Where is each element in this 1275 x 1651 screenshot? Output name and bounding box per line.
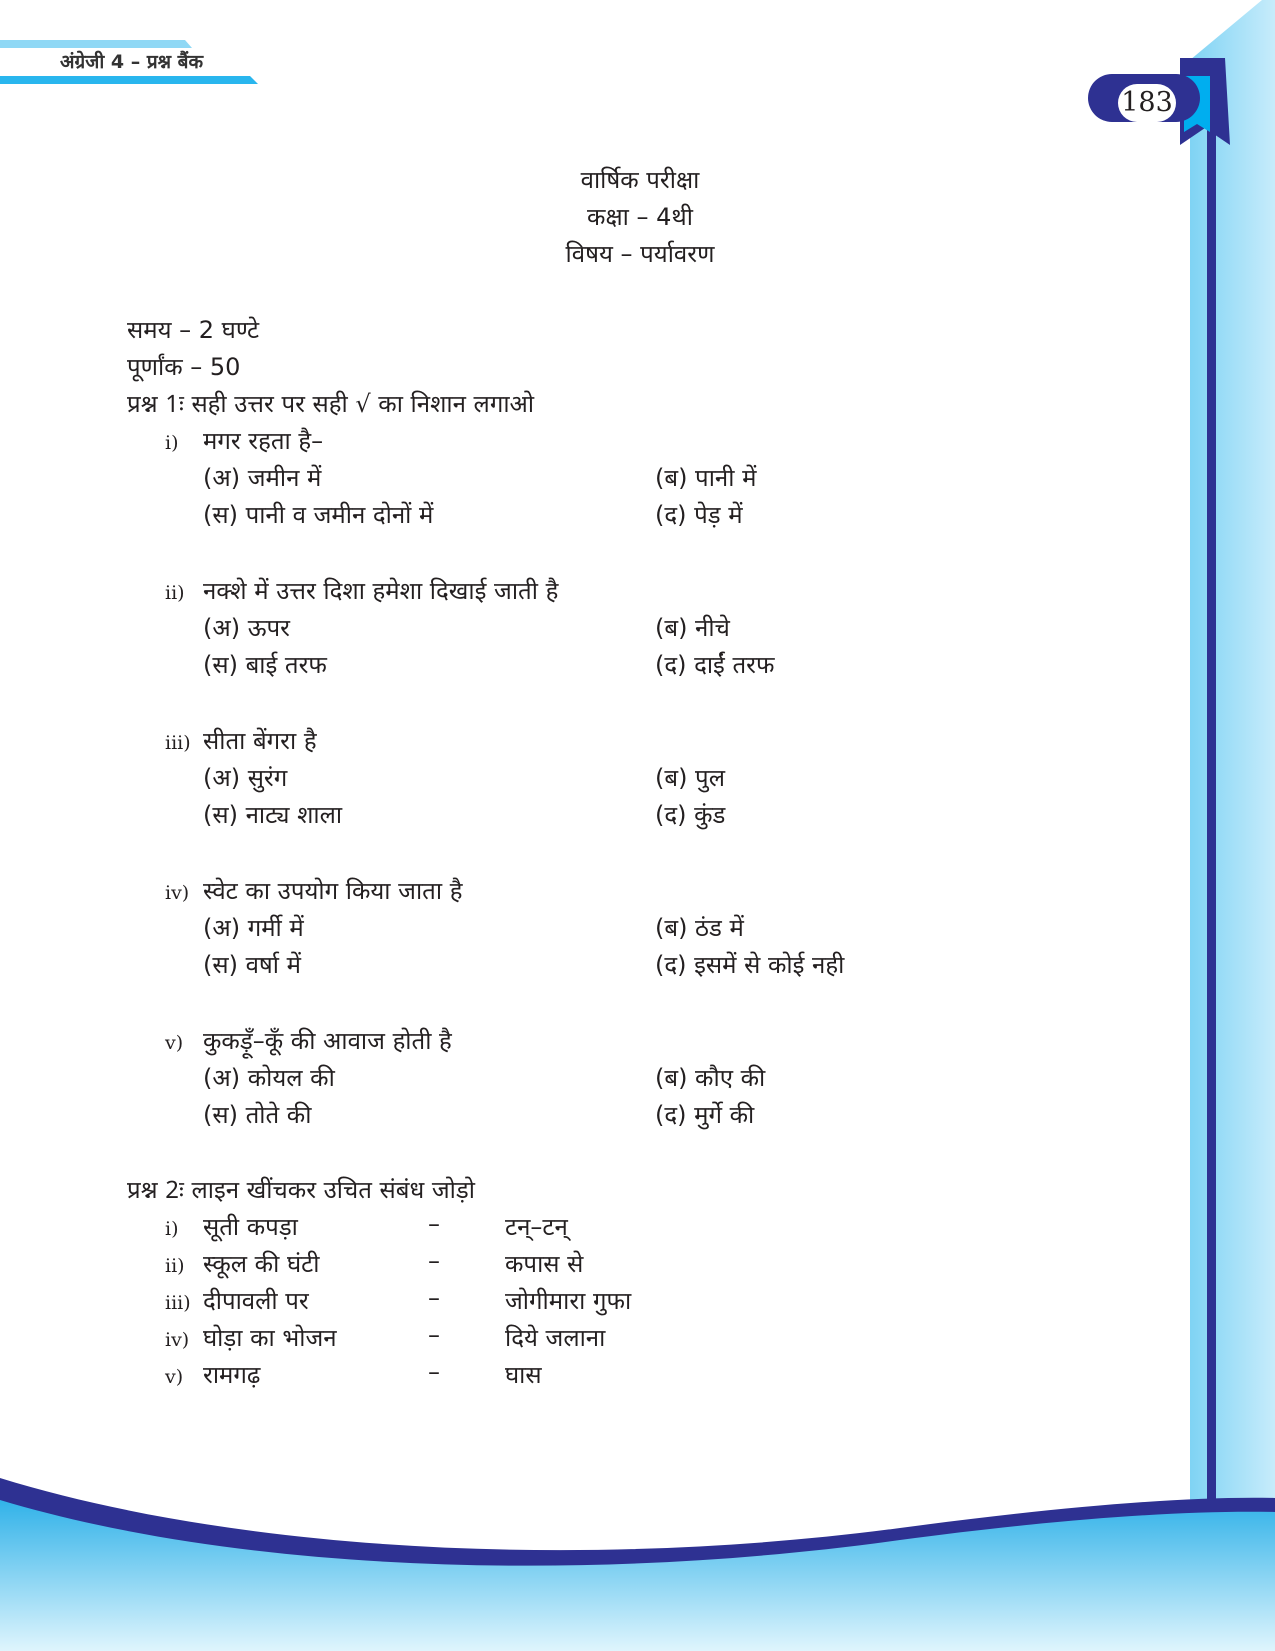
- q1-item: [165, 1024, 452, 1057]
- q1-item-text: नक्शे में उत्तर दिशा हमेशा दिखाई जाती है: [203, 577, 559, 605]
- match-dash: –: [428, 1284, 440, 1312]
- match-right: टन्–टन्: [505, 1213, 568, 1241]
- q1-option-b: (ब) पुल: [655, 764, 725, 792]
- exam-max-marks: पूर्णांक – 50: [127, 353, 241, 381]
- match-right: कपास से: [505, 1250, 584, 1278]
- q1-item-number: i): [165, 432, 179, 454]
- q1-item-text: मगर रहता है–: [203, 427, 324, 455]
- q1-option-b: (ब) कौए की: [655, 1064, 766, 1092]
- q1-option-a: (अ) सुरंग: [203, 764, 288, 792]
- question-1-title: प्रश्न 1ः सही उत्तर पर सही √ का निशान लगाओ: [127, 390, 535, 418]
- q1-option-b: (ब) नीचे: [655, 614, 730, 642]
- match-dash: –: [428, 1210, 440, 1238]
- q1-item-number: iv): [165, 882, 190, 904]
- q1-item-number: v): [165, 1032, 184, 1054]
- q1-item-number: iii): [165, 732, 191, 754]
- match-dash: –: [428, 1358, 440, 1386]
- q1-item: [165, 724, 317, 757]
- match-left: i) सूती कपड़ा: [165, 1213, 298, 1241]
- match-dash: –: [428, 1247, 440, 1275]
- q1-option-d: (द) पेड़ में: [655, 501, 743, 529]
- q1-item-text: कुकड़ूँ–कूँ की आवाज होती है: [203, 1027, 452, 1055]
- q1-option-c: (स) नाट्य शाला: [203, 801, 343, 829]
- match-left: v) रामगढ़: [165, 1361, 261, 1389]
- q1-option-c: (स) तोते की: [203, 1101, 312, 1129]
- q1-option-d: (द) कुंड: [655, 801, 726, 829]
- q1-option-a: (अ) गर्मी में: [203, 914, 304, 942]
- q1-option-a: (अ) ऊपर: [203, 614, 290, 642]
- q1-option-a: (अ) जमीन में: [203, 464, 322, 492]
- match-right: घास: [505, 1361, 542, 1389]
- match-left: ii) स्कूल की घंटी: [165, 1250, 320, 1278]
- match-right: जोगीमारा गुफा: [505, 1287, 632, 1315]
- match-left: iv) घोड़ा का भोजन: [165, 1324, 337, 1352]
- q1-item-text: सीता बेंगरा है: [203, 727, 317, 755]
- q1-option-d: (द) दाईं तरफ: [655, 651, 775, 679]
- exam-time: समय – 2 घण्टे: [127, 316, 260, 344]
- q1-option-a: (अ) कोयल की: [203, 1064, 335, 1092]
- running-header: अंग्रेजी 4 – प्रश्न बैंक: [60, 51, 204, 73]
- match-dash: –: [428, 1321, 440, 1349]
- q1-option-c: (स) वर्षा में: [203, 951, 301, 979]
- exam-title: वार्षिक परीक्षा: [580, 166, 700, 194]
- page-number: 183: [1118, 84, 1176, 122]
- q1-option-d: (द) मुर्गे की: [655, 1101, 755, 1129]
- q1-item-text: स्वेट का उपयोग किया जाता है: [203, 877, 463, 905]
- match-left: iii) दीपावली पर: [165, 1287, 309, 1315]
- exam-subject: विषय – पर्यावरण: [565, 240, 715, 268]
- question-2-title: प्रश्न 2ः लाइन खींचकर उचित संबंध जोड़ो: [127, 1176, 475, 1204]
- q1-item: [165, 424, 323, 457]
- q1-option-d: (द) इसमें से कोई नही: [655, 951, 845, 979]
- match-right: दिये जलाना: [505, 1324, 606, 1352]
- q1-option-b: (ब) ठंड में: [655, 914, 744, 942]
- exam-class: कक्षा – 4थी: [587, 203, 693, 231]
- q1-option-b: (ब) पानी में: [655, 464, 757, 492]
- q1-item-number: ii): [165, 582, 185, 604]
- q1-item: [165, 874, 462, 907]
- q1-item: [165, 574, 558, 607]
- q1-option-c: (स) पानी व जमीन दोनों में: [203, 501, 434, 529]
- q1-option-c: (स) बाई तरफ: [203, 651, 327, 679]
